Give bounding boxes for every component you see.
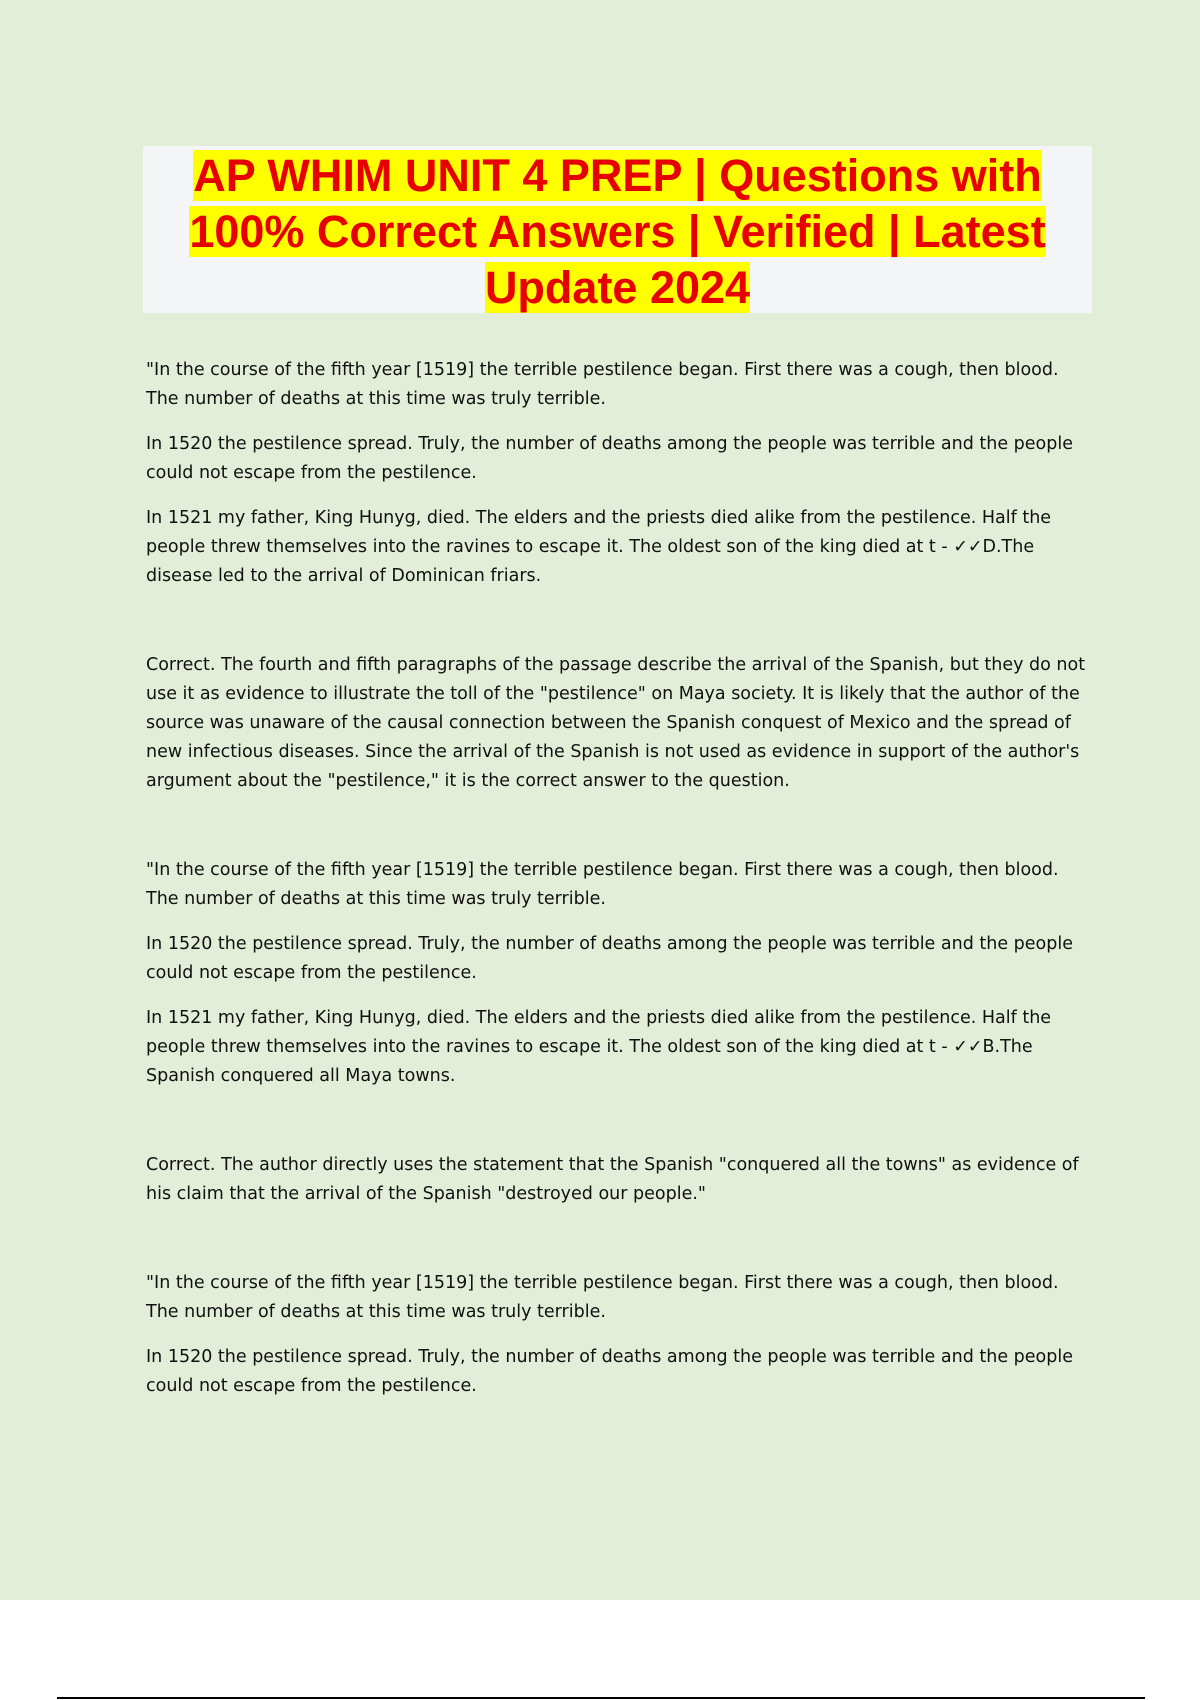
question-1-paragraph-3: In 1521 my father, King Hunyg, died. The elders and the priests died alike from the pestilence. Half the people threw themselves into the ravines to escape it. The oldest son of the king died at t - ✓✓D.The disease led to the arrival of Dominican friars.	[146, 508, 1052, 586]
spacer	[146, 607, 1086, 651]
title-line-1: AP WHIM UNIT 4 PREP | Questions with	[193, 150, 1042, 201]
question-1-paragraph-2: In 1520 the pestilence spread. Truly, the number of deaths among the people was terrible and the people could not escape from the pestilence.	[146, 434, 1073, 483]
question-1-paragraph-1: "In the course of the fifth year [1519] the terrible pestilence began. First there was a cough, then blood. The number of deaths at this time was truly terrible.	[146, 360, 1059, 409]
footer-divider	[57, 1697, 1145, 1699]
question-2-paragraph-2: In 1520 the pestilence spread. Truly, the number of deaths among the people was terrible and the people could not escape from the pestilence.	[146, 934, 1073, 983]
question-3-paragraph-2: In 1520 the pestilence spread. Truly, the number of deaths among the people was terrible and the people could not escape from the pestilence.	[146, 1347, 1073, 1396]
title-line-3: Update 2024	[484, 262, 751, 313]
question-3-paragraph-1: "In the course of the fifth year [1519] the terrible pestilence began. First there was a cough, then blood. The number of deaths at this time was truly terrible.	[146, 1273, 1059, 1322]
answer-1-explanation: Correct. The fourth and fifth paragraphs of the passage describe the arrival of the Spanish, but they do not use it as evidence to illustrate the toll of the "pestilence" on Maya society. It is likely that the author of the source was unaware of the causal connection between the Spanish conquest of Mexico and the spread of new infectious diseases. Since the arrival of the Spanish is not used as evidence in support of the author's argument about the "pestilence," it is the correct answer to the question.	[146, 655, 1086, 791]
spacer	[146, 1225, 1086, 1269]
document-title	[143, 146, 1092, 316]
title-box	[143, 146, 1092, 313]
spacer	[146, 1107, 1086, 1151]
document-body	[146, 356, 1086, 1417]
title-line-2: 100% Correct Answers | Verified | Latest	[189, 206, 1046, 257]
question-2-paragraph-1: "In the course of the fifth year [1519] the terrible pestilence began. First there was a cough, then blood. The number of deaths at this time was truly terrible.	[146, 860, 1059, 909]
spacer	[146, 812, 1086, 856]
question-2-paragraph-3: In 1521 my father, King Hunyg, died. The elders and the priests died alike from the pestilence. Half the people threw themselves into the ravines to escape it. The oldest son of the king died at t - ✓✓B.The Spanish conquered all Maya towns.	[146, 1008, 1052, 1086]
answer-2-explanation: Correct. The author directly uses the statement that the Spanish "conquered all the towns" as evidence of his claim that the arrival of the Spanish "destroyed our people."	[146, 1155, 1079, 1204]
